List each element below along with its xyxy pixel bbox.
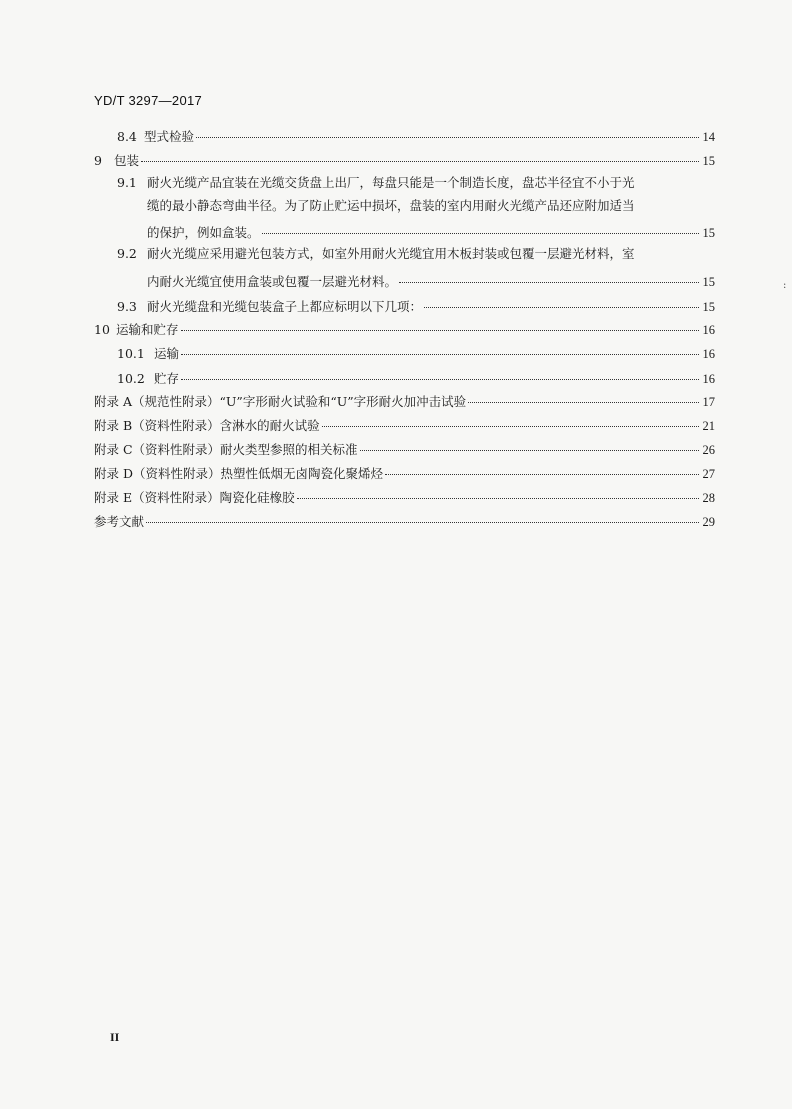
toc-number: 10.1	[117, 346, 145, 361]
dot-leader	[141, 149, 699, 165]
toc-title: 贮存	[154, 371, 180, 386]
toc-page: 28	[702, 491, 715, 505]
dot-leader	[146, 510, 699, 526]
toc-page: 16	[702, 323, 715, 337]
toc-page: 29	[702, 515, 715, 529]
toc-page: 21	[702, 419, 715, 433]
toc-title: 运输和贮存	[116, 322, 179, 337]
dot-leader	[181, 367, 699, 383]
toc-title: 附录 E（资料性附录）陶瓷化硅橡胶	[94, 490, 295, 505]
toc-page: 15	[702, 154, 715, 168]
toc-number: 8.4	[117, 129, 137, 144]
toc-page: 17	[702, 395, 715, 409]
toc-number: 10.2	[117, 371, 145, 386]
toc-entry-references[interactable]	[94, 510, 715, 530]
toc-title: 附录 D（资料性附录）热塑性低烟无卤陶瓷化聚烯烃	[94, 466, 383, 481]
scan-edge-mark: :	[783, 280, 787, 291]
toc-title: 包装	[114, 153, 140, 168]
toc-title: 的保护，例如盒装。	[147, 225, 260, 240]
toc-entry-9-2-line-1: 耐火光缆应采用避光包装方式，如室外用耐火光缆宜用木板封装或包覆一层避光材料，室	[147, 246, 635, 261]
toc-page: 16	[702, 372, 715, 386]
toc-entry-9-2-number: 9.2	[117, 246, 137, 261]
toc-page: 14	[702, 130, 715, 144]
toc-page: 15	[702, 300, 715, 314]
dot-leader	[262, 221, 699, 237]
page-number-footer: II	[110, 1030, 120, 1044]
toc-entry-9-1[interactable]	[147, 221, 715, 241]
toc-title: 内耐火光缆宜使用盒装或包覆一层避光材料。	[147, 274, 398, 289]
dot-leader	[468, 390, 699, 406]
toc-title: 参考文献	[94, 514, 145, 529]
toc-page: 15	[702, 275, 715, 289]
toc-page: 27	[702, 467, 715, 481]
toc-title: 型式检验	[144, 129, 195, 144]
dot-leader	[196, 125, 699, 141]
toc-title: 附录 B（资料性附录）含淋水的耐火试验	[94, 418, 320, 433]
dot-leader	[322, 414, 699, 430]
dot-leader	[181, 318, 699, 334]
toc-title: 耐火光缆盘和光缆包装盒子上都应标明以下几项：	[147, 299, 423, 314]
toc-title: 附录 A（规范性附录）“U”字形耐火试验和“U”字形耐火加冲击试验	[94, 394, 467, 409]
toc-page: 16	[702, 347, 715, 361]
toc-title: 附录 C（资料性附录）耐火类型参照的相关标准	[94, 442, 358, 457]
toc-entry-appendix-a[interactable]	[94, 390, 715, 410]
toc-page: 26	[702, 443, 715, 457]
toc-entry-9-1-number: 9.1	[117, 175, 137, 190]
toc-title: 运输	[154, 346, 180, 361]
toc-number: 9	[94, 153, 102, 168]
dot-leader	[424, 295, 699, 311]
dot-leader	[385, 462, 699, 478]
toc-entry-10-1[interactable]	[117, 342, 715, 362]
toc-entry-9-2[interactable]	[147, 270, 715, 290]
dot-leader	[181, 342, 699, 358]
toc-entry-10-2[interactable]	[117, 367, 715, 387]
toc-entry-appendix-e[interactable]	[94, 486, 715, 506]
toc-page: 15	[702, 226, 715, 240]
toc-entry-10[interactable]	[94, 318, 715, 338]
toc-entry-appendix-c[interactable]	[94, 438, 715, 458]
dot-leader	[297, 486, 699, 502]
toc-entry-appendix-d[interactable]	[94, 462, 715, 482]
toc-entry-8-4[interactable]	[117, 125, 715, 145]
toc-number: 9.3	[117, 299, 137, 314]
document-header: YD/T 3297—2017	[94, 93, 203, 108]
toc-number: 10	[94, 322, 110, 337]
toc-entry-9-3[interactable]	[117, 295, 715, 315]
toc-entry-appendix-b[interactable]	[94, 414, 715, 434]
toc-entry-9[interactable]	[94, 149, 715, 169]
toc-entry-9-1-line-1: 耐火光缆产品宜装在光缆交货盘上出厂，每盘只能是一个制造长度，盘芯半径宜不小于光	[147, 175, 635, 190]
toc-entry-9-1-line-2: 缆的最小静态弯曲半径。为了防止贮运中损坏，盘装的室内用耐火光缆产品还应附加适当	[147, 198, 635, 213]
dot-leader	[360, 438, 699, 454]
dot-leader	[399, 270, 699, 286]
